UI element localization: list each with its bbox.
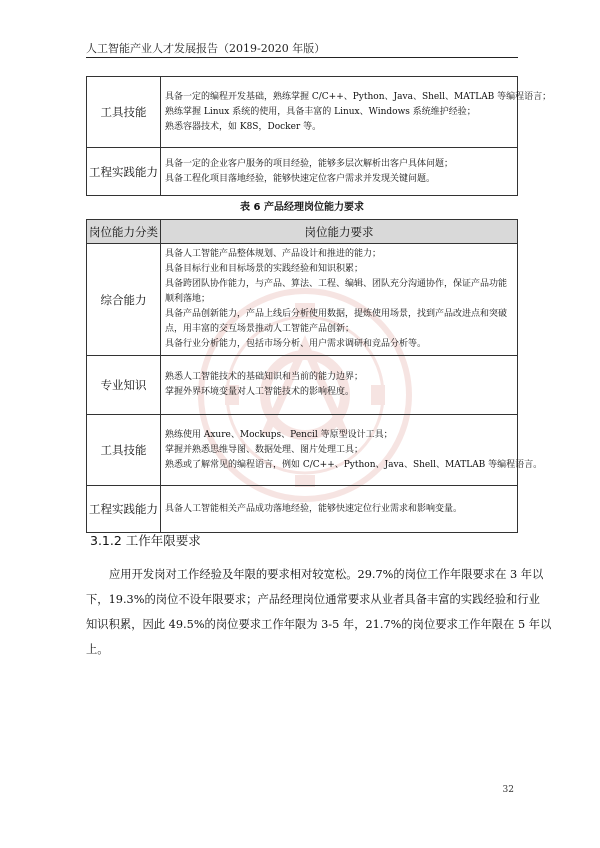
section-heading: 3.1.2 工作年限要求: [90, 533, 201, 548]
requirement-line: 具备人工智能相关产品成功落地经验，能够快速定位行业需求和影响变量。: [165, 503, 463, 514]
category-cell: 工程实践能力: [87, 486, 161, 533]
table-header-row: [87, 220, 518, 244]
category-cell: 工程实践能力: [87, 148, 161, 196]
requirement-line: 具备产品创新能力，产品上线后分析使用数据，提炼使用场景，找到产品改进点和突破点，用丰富的交互场景推动人工智能产品创新；: [165, 309, 508, 334]
requirement-line: 具备目标行业和目标场景的实践经验和知识积累；: [165, 264, 364, 274]
requirement-line: 掌握外界环境变量对人工智能技术的影响程度。: [165, 387, 355, 397]
requirement-line: 熟练使用 Axure、Mockups、Pencil 等原型设计工具；: [165, 429, 393, 440]
category-cell: 专业知识: [87, 356, 161, 415]
requirement-line: 具备跨团队协作能力，与产品、算法、工程、编辑、团队充分沟通协作，保证产品功能顺利落地；: [165, 279, 508, 304]
page-number: 32: [502, 785, 514, 795]
requirement-line: 熟悉容器技术，如 K8S，Docker 等。: [165, 121, 322, 132]
requirement-cell: [161, 148, 518, 196]
table-continued: [86, 76, 552, 196]
body-paragraph: [86, 562, 552, 662]
requirement-line: 具备一定的编程开发基础，熟练掌握 C/C++、Python、Java、Shell、MATLAB 等编程语言；: [165, 91, 552, 102]
requirement-cell: [161, 486, 518, 533]
table-row: [87, 77, 518, 148]
paragraph-line: 应用开发岗对工作经验及年限的要求相对较宽松。29.7%的岗位工作年限要求在 3 年以: [109, 568, 544, 581]
requirement-cell: [161, 77, 552, 148]
paragraph-line: 下，19.3%的岗位不设年限要求；产品经理岗位通常要求从业者具备丰富的实践经验和行业: [86, 593, 540, 606]
requirement-line: 具备工程化项目落地经验，能够快速定位客户需求并发现关键问题。: [165, 173, 436, 184]
requirement-line: 熟悉或了解常见的编程语言，例如 C/C++、Python、Java、Shell、MATLAB 等编程语言。: [165, 459, 543, 470]
header-rule: [86, 57, 518, 58]
paragraph-line: 上。: [86, 643, 109, 656]
requirement-cell: [161, 244, 518, 356]
category-cell: 工具技能: [87, 77, 161, 148]
paragraph-line: 知识积累，因此 49.5%的岗位要求工作年限为 3-5 年，21.7%的岗位要求工作年限在 5 年以: [86, 618, 552, 631]
running-header: 人工智能产业人才发展报告（2019-2020 年版）: [86, 42, 326, 55]
product-manager-table: [86, 219, 543, 533]
column-header-category: 岗位能力分类: [87, 220, 161, 244]
requirement-line: 熟练掌握 Linux 系统的使用，具备丰富的 Linux、Windows 系统维护经验；: [165, 106, 476, 117]
category-cell: 工具技能: [87, 415, 161, 486]
requirement-line: 掌握并熟悉思维导图、数据处理、图片处理工具；: [165, 444, 364, 455]
requirement-line: 具备一定的企业客户服务的项目经验，能够多层次解析出客户具体问题；: [165, 158, 454, 169]
category-cell: 综合能力: [87, 244, 161, 356]
table-row: [87, 244, 518, 356]
table-row: [87, 486, 518, 533]
requirement-line: 具备人工智能产品整体规划、产品设计和推进的能力；: [165, 249, 382, 259]
requirement-cell: [161, 356, 518, 415]
table-row: [87, 148, 518, 196]
table-caption: 表 6 产品经理岗位能力要求: [240, 202, 364, 213]
table-row: [87, 356, 518, 415]
requirement-cell: [161, 415, 543, 486]
requirement-line: 具备行业分析能力，包括市场分析、用户需求调研和竞品分析等。: [165, 339, 427, 349]
column-header-requirement: 岗位能力要求: [161, 220, 518, 244]
table-row: [87, 415, 518, 486]
requirement-line: 熟悉人工智能技术的基础知识和当前的能力边界；: [165, 372, 364, 382]
